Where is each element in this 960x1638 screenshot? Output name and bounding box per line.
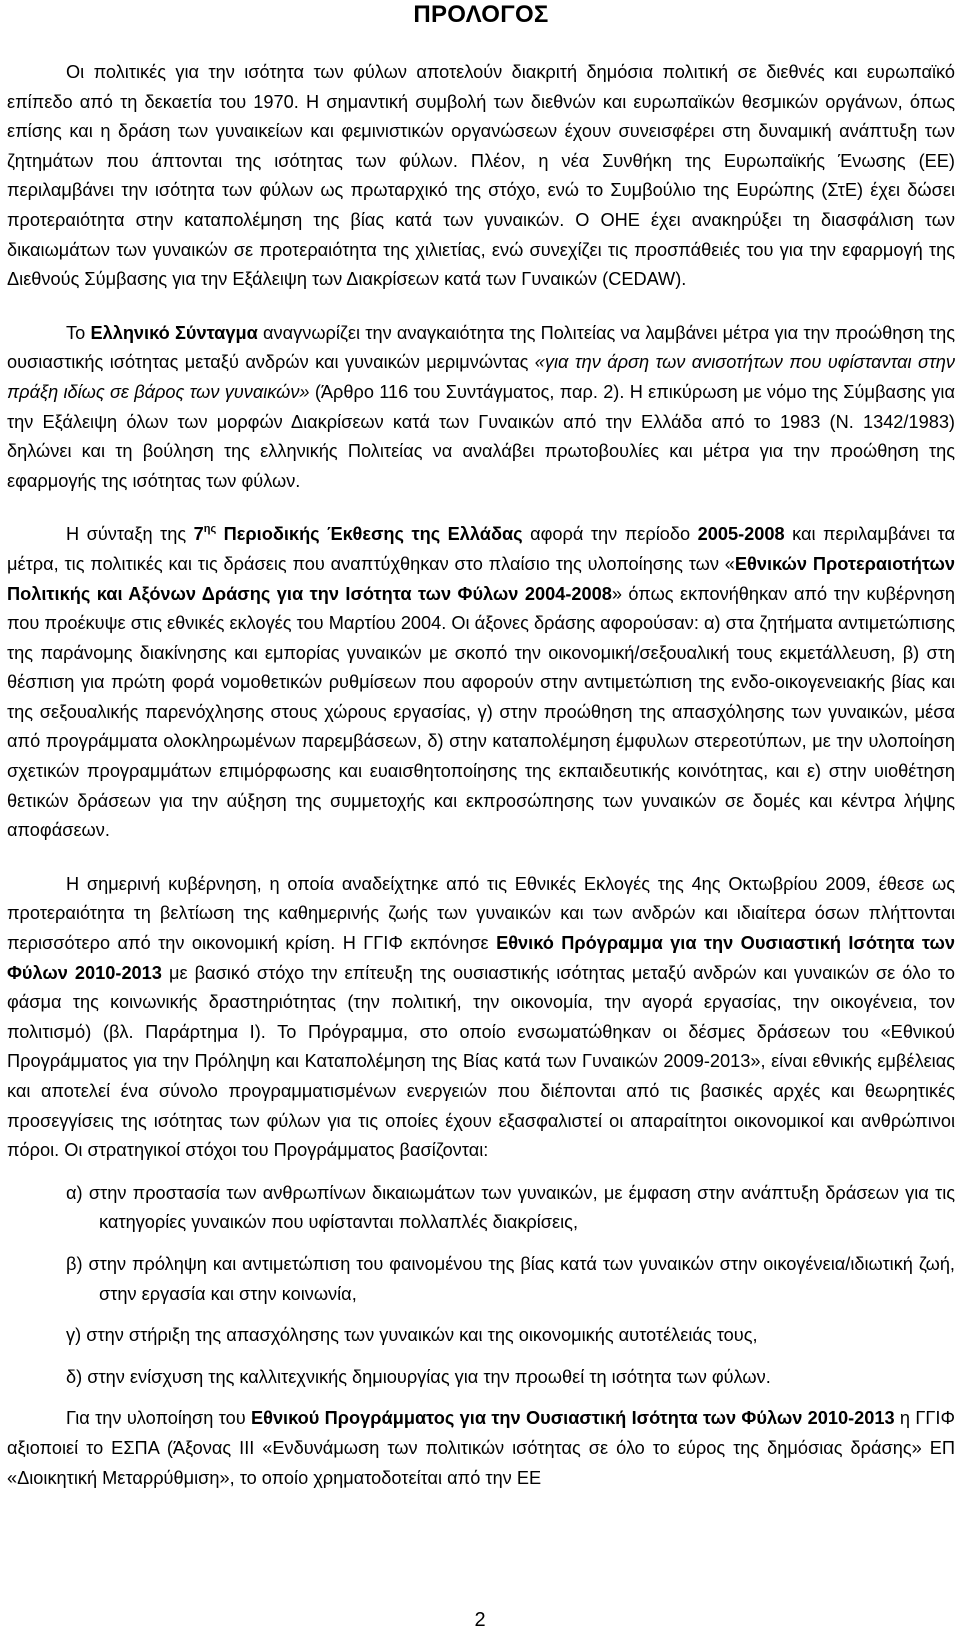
paragraph-implementation xyxy=(7,1404,955,1493)
list-item xyxy=(7,1321,955,1351)
paragraph-current-government xyxy=(7,870,955,1166)
document-page xyxy=(7,0,955,1493)
page-title: ΠΡΟΛΟΓΟΣ xyxy=(413,1,549,28)
paragraph-constitution xyxy=(7,319,955,497)
text-run: Για την υλοποίηση του xyxy=(66,1408,251,1429)
bold-text: Περιοδικής Έκθεσης της Ελλάδας xyxy=(216,524,523,545)
list-item-text: στην πρόληψη και αντιμετώπιση του φαινομένου της βίας κατά των γυναικών στην οικογένεια/ιδιωτική ζωή, στην εργασία και στην κοινωνία, xyxy=(88,1253,955,1304)
list-marker: α) xyxy=(66,1182,83,1203)
list-item-text: στην στήριξη της απασχόλησης των γυναικών και της οικονομικής αυτοτέλειάς τους, xyxy=(86,1325,758,1346)
text-run: » όπως εκπονήθηκαν από την κυβέρνηση που προέκυψε στις εθνικές εκλογές του Μαρτίου 2004. Οι άξονες δράσης αφορούσαν: α) στα ζητήματα αντιμετώπισης της παράνομης διακίνησης και εμπορίας γυναικών με σκοπό την οικονομική/σεξουαλική τους εκμετάλλευση, β) στη θέσπιση για πρώτη φορά νομοθετικών ρυθμίσεων που αφορούν στην αντιμετώπιση της ενδο-οικογενειακής βίας και της σεξουαλικής παρενόχλησης στους χώρους εργασίας, γ) στην προώθηση της απασχόλησης των γυναικών, μέσα από προγράμματα ολοκληρωμένων παρεμβάσεων, δ) στην καταπολέμηση έμφυλων στερεοτύπων, με την υλοποίηση σχετικών προγραμμάτων επιμόρφωσης και ευαισθητοποίησης της εκπαιδευτικής κοινότητας, και ε) στην υιοθέτηση θετικών δράσεων για την αύξηση της συμμετοχής και εκπροσώπησης των γυναικών σε δομές και κέντρα λήψης αποφάσεων. xyxy=(7,583,955,841)
bold-text: 2005-2008 xyxy=(697,524,785,545)
text-run: με βασικό στόχο την επίτευξη της ουσιαστικής ισότητας μεταξύ ανδρών και γυναικών σε όλο το φάσμα της κοινωνικής δραστηριότητας (την πολιτική, την οικονομία, την αγορά εργασίας, την οικογένεια, τον πολιτισμό) (βλ. Παράρτημα Ι). Το Πρόγραμμα, στο οποίο ενσωματώθηκαν οι δέσμες δράσεων του «Εθνικού Προγράμματος για την Πρόληψη και Καταπολέμηση της Βίας κατά των Γυναικών 2009-2013», είναι εθνικής εμβέλειας και αποτελεί ένα σύνολο προγραμματισμένων ενεργειών που διέπονται από τις βασικές αρχές και θεωρητικές προσεγγίσεις της ισότητας των φύλων για τις οποίες έχουν εξασφαλιστεί οι απαραίτητοι οικονομικοί και ανθρώπινοι πόροι. Οι στρατηγικοί στόχοι του Προγράμματος βασίζονται: xyxy=(7,962,956,1161)
text-run: αναγνωρίζει την αναγκαιότητα της Πολιτείας να λαμβάνει μέτρα για την προώθηση της ουσιαστικής ισότητας μεταξύ ανδρών και γυναικών μεριμνώντας xyxy=(7,322,956,373)
bold-text: Εθνικό Πρόγραμμα για την Ουσιαστική Ισότητα των Φύλων 2010-2013 xyxy=(7,933,955,983)
list-marker: δ) xyxy=(66,1366,83,1387)
text-run: η ΓΓΙΦ αξιοποιεί το ΕΣΠΑ (Άξονας ΙΙΙ «Ενδυνάμωση των πολιτικών ισότητας σε όλο το εύρος της δημόσιας δράσης» ΕΠ «Διοικητική Μεταρρύθμιση», το οποίο χρηματοδοτείται από την ΕΕ xyxy=(7,1408,955,1488)
bold-text: 7 xyxy=(193,524,204,545)
bold-text: Ελληνικό Σύνταγμα xyxy=(90,322,258,343)
text-run: Η σύνταξη της xyxy=(66,524,194,545)
paragraph-periodic-report xyxy=(7,520,955,846)
list-item-text: στην ενίσχυση της καλλιτεχνικής δημιουργίας για την προωθεί τη ισότητα των φύλων. xyxy=(87,1366,771,1387)
text-run: Η σημερινή κυβέρνηση, η οποία αναδείχτηκε από τις Εθνικές Εκλογές της 4ης Οκτωβρίου 2009, έθεσε ως προτεραιότητα τη βελτίωση της καθημερινής ζωής των γυναικών και των ανδρών και ιδιαίτερα όσων πλήττονται περισσότερο από την οικονομική κρίση. Η ΓΓΙΦ εκπόνησε xyxy=(7,873,955,954)
bold-text: Εθνικών Προτεραιοτήτων Πολιτικής και Αξόνων Δράσης για την Ισότητα των Φύλων 2004-2008 xyxy=(7,553,955,604)
strategic-goals-list xyxy=(7,1179,955,1393)
page-number: 2 xyxy=(474,1609,486,1631)
italic-quote: «για την άρση των ανισοτήτων που υφίστανται στην πράξη ιδίως σε βάρος των γυναικών» xyxy=(7,352,955,402)
text-run: και περιλαμβάνει τα μέτρα, τις πολιτικές και τις δράσεις που αναπτύχθηκαν στο πλαίσιο της υλοποίησης των « xyxy=(7,524,955,574)
list-item xyxy=(7,1250,955,1309)
list-item-text: στην προστασία των ανθρωπίνων δικαιωμάτων των γυναικών, με έμφαση στην ανάπτυξη δράσεων για τις κατηγορίες γυναικών που υφίστανται πολλαπλές διακρίσεις, xyxy=(88,1182,955,1233)
bold-text: Εθνικού Προγράμματος για την Ουσιαστική Ισότητα των Φύλων 2010-2013 xyxy=(250,1408,895,1429)
list-item xyxy=(7,1363,955,1393)
ordinal-superscript: ης xyxy=(203,523,217,536)
list-marker: β) xyxy=(66,1253,83,1274)
list-marker: γ) xyxy=(66,1325,82,1346)
text-run: αφορά την περίοδο xyxy=(522,524,698,545)
paragraph-intro: Οι πολιτικές για την ισότητα των φύλων αποτελούν διακριτή δημόσια πολιτική σε διεθνές και ευρωπαϊκό επίπεδο από τη δεκαετία του 1970. Η σημαντική συμβολή των διεθνών και ευρωπαϊκών θεσμικών οργάνων, όπως επίσης και η δράση των γυναικείων και φεμινιστικών οργανώσεων έχουν συνεισφέρει στη δυναμική ανάπτυξη των ζητημάτων που άπτονται της ισότητας των φύλων. Πλέον, η νέα Συνθήκη της Ευρωπαϊκής Ένωσης (ΕΕ) περιλαμβάνει την ισότητα των φύλων ως πρωταρχικό της στόχο, ενώ το Συμβούλιο της Ευρώπης (ΣτΕ) έχει δώσει προτεραιότητα στην καταπολέμηση της βίας κατά των γυναικών. Ο ΟΗΕ έχει ανακηρύξει τη διασφάλιση των δικαιωμάτων των γυναικών σε προτεραιότητα της χιλιετίας, ενώ συνεχίζει τις προσπάθειές του για την εφαρμογή της Διεθνούς Σύμβασης για την Εξάλειψη των Διακρίσεων κατά των Γυναικών (CEDAW). xyxy=(7,62,955,290)
list-item xyxy=(7,1179,955,1238)
text-run: (Άρθρο 116 του Συντάγματος, παρ. 2). Η επικύρωση με νόμο της Σύμβασης για την Εξάλειψη όλων των μορφών Διακρίσεων κατά των Γυναικών από την Ελλάδα από το 1983 (Ν. 1342/1983) δηλώνει και τη βούληση της ελληνικής Πολιτείας να αναλάβει πρωτοβουλίες και μέτρα για την προώθηση της εφαρμογής της ισότητας των φύλων. xyxy=(7,381,955,491)
text-run: Το xyxy=(66,322,91,343)
